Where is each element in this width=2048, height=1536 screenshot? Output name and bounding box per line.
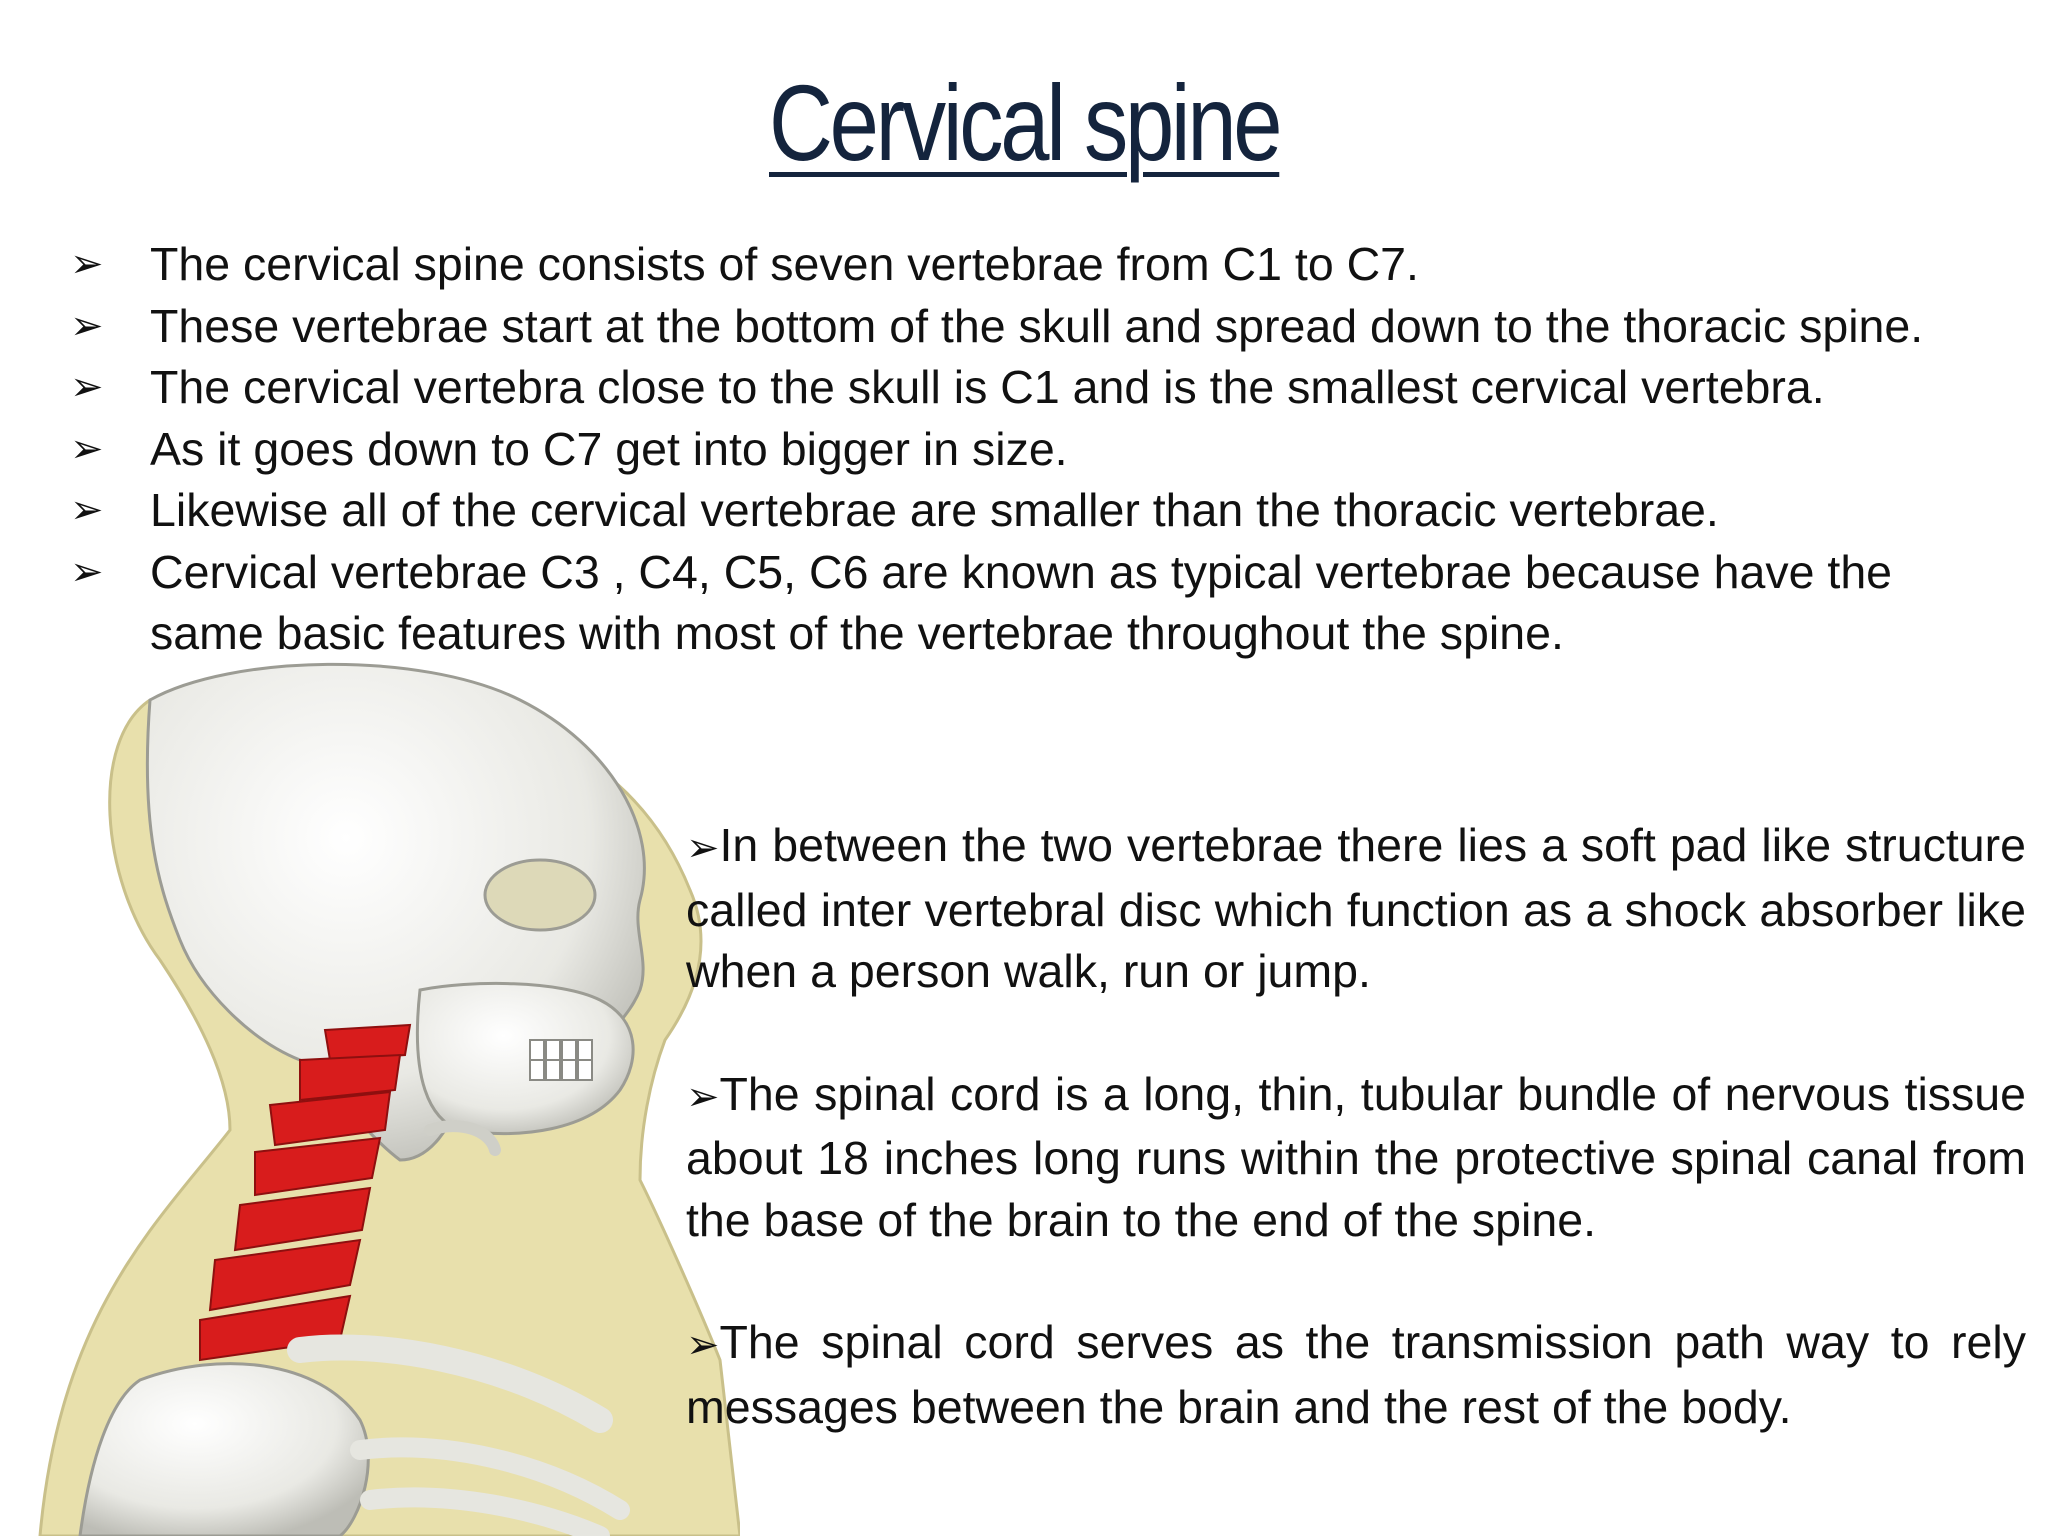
arrow-bullet-icon: ➢ [70,426,104,471]
arrow-bullet-icon: ➢ [70,242,104,286]
bullet-text: As it goes down to C7 get into bigger in size. [150,422,1068,475]
arrow-bullet-icon: ➢ [686,1074,720,1119]
neck-skeleton-illustration [0,660,740,1536]
arrow-bullet-icon: ➢ [70,303,104,348]
arrow-bullet-icon: ➢ [70,488,104,532]
top-bullet-list [70,234,2010,665]
list-item [70,542,2010,665]
bullet-text: These vertebrae start at the bottom of the skull and spread down to the thoracic spine. [150,299,1924,352]
eye-socket [485,860,595,930]
right-column-text [686,815,2026,1499]
bullet-text: The cervical spine consists of seven vertebrae from C1 to C7. [150,238,1419,290]
paragraph-text: The spinal cord is a long, thin, tubular bundle of nervous tissue about 18 inches long runs within the protective spinal canal from the base of the brain to the end of the spine. [686,1067,2026,1246]
slide-title: Cervical spine [768,62,1280,183]
teeth [530,1040,592,1080]
list-item [70,296,2010,358]
list-item [70,234,2010,296]
arrow-bullet-icon: ➢ [686,826,720,870]
paragraph-text: The spinal cord serves as the transmission path way to rely messages between the brain and the rest of the body. [686,1316,2026,1433]
paragraph-transmission [686,1312,2026,1438]
list-item [70,480,2010,542]
arrow-bullet-icon: ➢ [70,549,104,594]
arrow-bullet-icon: ➢ [70,365,104,409]
bullet-text: The cervical vertebra close to the skull is C1 and is the smallest cervical vertebra. [150,361,1825,413]
bullet-text: Likewise all of the cervical vertebrae are smaller than the thoracic vertebrae. [150,484,1719,536]
arrow-bullet-icon: ➢ [686,1323,720,1367]
paragraph-text: In between the two vertebrae there lies a soft pad like structure called inter vertebral disc which function as a shock absorber like when a person walk, run or jump. [686,819,2026,997]
paragraph-spinal-cord [686,1064,2026,1252]
list-item [70,419,2010,481]
list-item [70,357,2010,419]
bullet-text: Cervical vertebrae C3 , C4, C5, C6 are known as typical vertebrae because have the same basic features with most of the vertebrae throughout the spine. [150,545,1893,659]
paragraph-intervertebral-disc [686,815,2026,1003]
